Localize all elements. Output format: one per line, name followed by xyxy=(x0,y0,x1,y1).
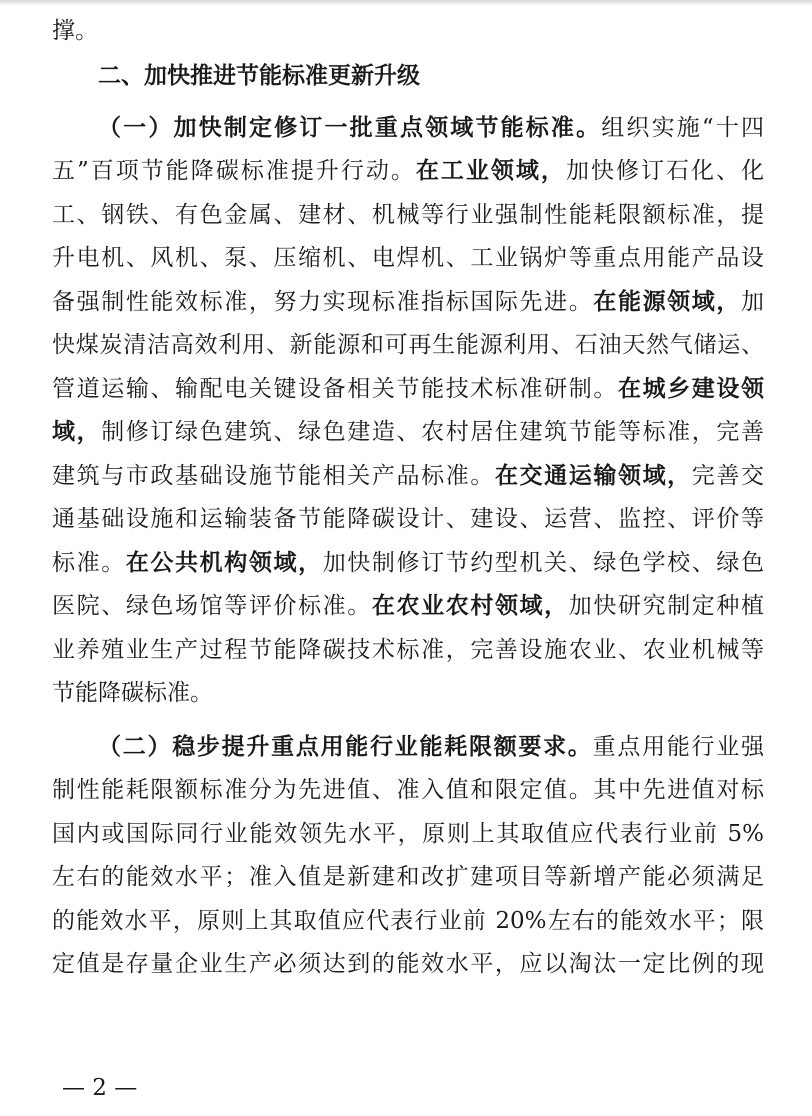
para1-text: 备强制性能效标准，努力实现标准指标国际先进。 xyxy=(52,289,594,315)
para1-label: （一）加快制定修订一批重点领域节能标准。 xyxy=(98,114,602,141)
para1-text: 加快研究制定种植 xyxy=(568,593,764,619)
para2-text: 制性能耗限额标准分为先进值、准入值和限定值。其中先进值对标 xyxy=(52,777,764,803)
para1-line-12 xyxy=(52,589,764,623)
para1-emphasis: 在能源领域， xyxy=(593,288,742,315)
para1-text: 加快修订石化、化 xyxy=(565,158,764,184)
para2-label: （二）稳步提升重点用能行业能耗限额要求。 xyxy=(98,733,593,760)
para2-text: 定值是存量企业生产必须达到的能效水平，应以淘汰一定比例的现 xyxy=(52,951,764,977)
para1-line-10 xyxy=(52,502,764,536)
para1-emphasis: 在城乡建设领 xyxy=(617,375,764,402)
para1-line-3 xyxy=(52,198,764,232)
para1-line-2 xyxy=(52,154,764,188)
para2-text: 左右的能效水平；准入值是新建和改扩建项目等新增产能必须满足 xyxy=(52,864,764,890)
para1-emphasis: 在交通运输领域， xyxy=(494,462,692,489)
para2-line-5 xyxy=(52,904,764,938)
para1-line-4 xyxy=(52,241,764,275)
para1-line-5 xyxy=(52,285,764,319)
para1-line-6 xyxy=(52,328,764,362)
para1-text: 加快制修订节约型机关、绿色学校、绿色 xyxy=(322,550,764,576)
para1-line-1 xyxy=(98,111,764,145)
para2-line-3 xyxy=(52,817,764,851)
para1-line-7 xyxy=(52,372,764,406)
para1-line-8 xyxy=(52,415,764,449)
para2-line-2 xyxy=(52,773,764,807)
section-heading: 二、加快推进节能标准更新升级 xyxy=(98,62,420,89)
para2-text: 重点用能行业强 xyxy=(592,734,764,760)
para2-text: 国内或国际同行业能效领先水平，原则上其取值应代表行业前 5% xyxy=(52,821,764,847)
para1-text: 加 xyxy=(741,289,764,315)
para1-emphasis: 在农业农村领域， xyxy=(371,592,569,619)
para1-line-14 xyxy=(52,676,764,710)
para1-text: 升电机、风机、泵、压缩机、电焊机、工业锅炉等重点用能产品设 xyxy=(52,245,764,271)
carryover-text: 撑。 xyxy=(52,18,98,44)
para1-emphasis: 在工业领域， xyxy=(415,157,566,184)
para1-text: 通基础设施和运输装备节能降碳设计、建设、运营、监控、评价等 xyxy=(52,506,764,532)
para1-emphasis: 在公共机构领域， xyxy=(125,549,323,576)
para1-text: 完善交 xyxy=(691,463,764,489)
para1-text: 管道运输、输配电关键设备相关节能技术标准研制。 xyxy=(52,376,618,402)
para1-text: 建筑与市政基础设施节能相关产品标准。 xyxy=(52,463,495,489)
para1-text: 快煤炭清洁高效利用、新能源和可再生能源利用、石油天然气储运、 xyxy=(52,332,764,358)
para1-text: 标准。 xyxy=(52,550,126,576)
para1-text: 制修订绿色建筑、绿色建造、农村居住建筑节能等标准，完善 xyxy=(101,419,764,445)
para1-text: 医院、绿色场馆等评价标准。 xyxy=(52,593,372,619)
para1-text: 工、钢铁、有色金属、建材、机械等行业强制性能耗限额标准，提 xyxy=(52,202,764,228)
page-number: — 2 — xyxy=(62,1075,138,1101)
para1-line-11 xyxy=(52,546,764,580)
para1-line-9 xyxy=(52,459,764,493)
para1-text: 节能降碳标准。 xyxy=(52,680,213,706)
carryover-line xyxy=(52,14,764,48)
para2-line-4 xyxy=(52,860,764,894)
para2-line-6 xyxy=(52,947,764,981)
para1-text: 五”百项节能降碳标准提升行动。 xyxy=(52,158,416,184)
para1-line-13 xyxy=(52,633,764,667)
para2-text: 的能效水平，原则上其取值应代表行业前 20%左右的能效水平；限 xyxy=(52,908,764,934)
para1-text: 组织实施“十四 xyxy=(601,115,764,141)
para1-text: 业养殖业生产过程节能降碳技术标准，完善设施农业、农业机械等 xyxy=(52,637,764,663)
para2-line-1 xyxy=(98,730,764,764)
para1-emphasis: 域， xyxy=(52,418,102,445)
